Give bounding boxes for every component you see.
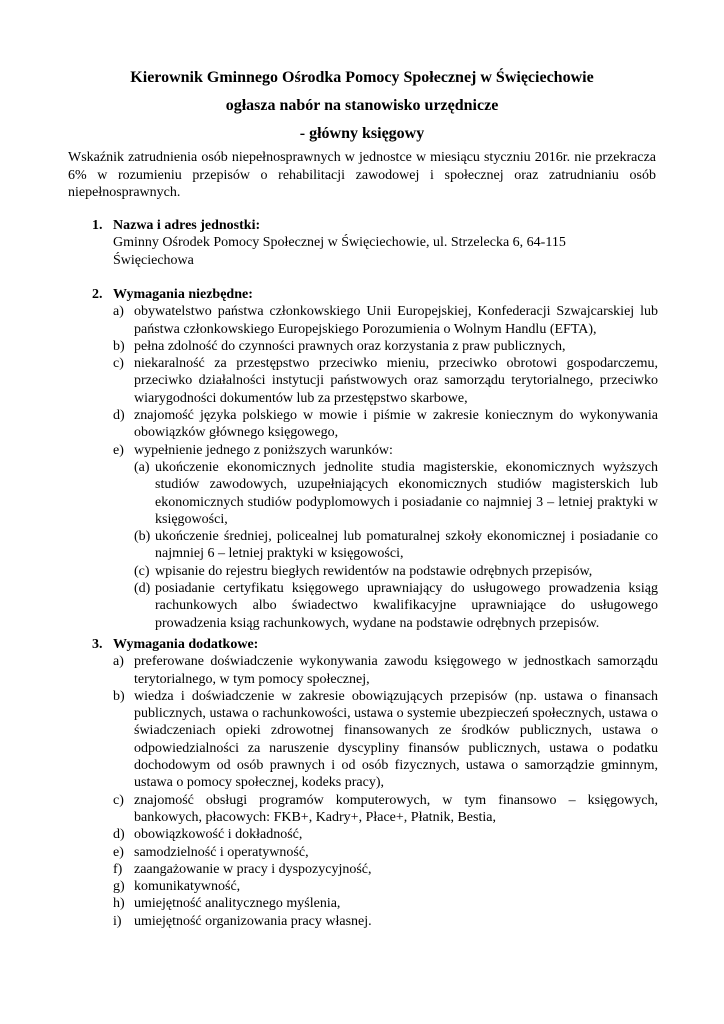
- section-2-heading: [92, 286, 658, 303]
- list-item-text: wiedza i doświadczenie w zakresie obowiązujących przepisów (np. ustawa o finansach publicznych, ustawa o rachunkowości, ustawa o systemie ubezpieczeń społecznych, ustawa o świadczeniach opieki zdrowotnej finansowanych ze środków publicznych, ustawa o odpowiedzialności za naruszenie dyscypliny finansów publicznych, ustawa o podatku dochodowym od osób prawnych i od osób fizycznych, ustawa o samorządzie gminnym, ustawa o pomocy społecznej, kodeks pracy),: [134, 688, 658, 791]
- address-line-1: Gminny Ośrodek Pomocy Społecznej w Święciechowie, ul. Strzelecka 6, 64-115: [113, 235, 566, 251]
- list-item: [113, 826, 658, 843]
- list-marker: b): [113, 338, 125, 354]
- list-item: [113, 861, 658, 878]
- sub-list-item-text: wpisanie do rejestru biegłych rewidentów na podstawie odrębnych przepisów,: [155, 563, 593, 579]
- list-item: [113, 442, 658, 632]
- sub-list-item-text: posiadanie certyfikatu księgowego uprawniający do usługowego prowadzenia ksiąg rachunkowych albo świadectwo kwalifikacyjne uprawniające do usługowego prowadzenia ksiąg rachunkowych, wydane na podstawie odrębnych przepisów.: [155, 581, 658, 631]
- sub-list-marker: (d): [134, 581, 151, 597]
- sub-list: [134, 459, 658, 632]
- intro-paragraph: Wskaźnik zatrudnienia osób niepełnosprawnych w jednostce w miesiącu styczniu 2016r. nie przekracza 6% w rozumieniu przepisów o rehabilitacji zawodowej i społecznej oraz zatrudnianiu osób niepełnosprawnych.: [68, 150, 656, 200]
- sub-list-item-text: ukończenie średniej, policealnej lub pomaturalnej szkoły ekonomicznej i posiadanie co najmniej 6 – letniej praktyki w księgowości,: [155, 529, 658, 562]
- section-1: [92, 217, 658, 269]
- list-marker: d): [113, 827, 125, 843]
- list-marker: i): [113, 913, 122, 929]
- address-line-2: Święciechowa: [113, 252, 194, 268]
- section-2: [92, 286, 658, 632]
- list-marker: c): [113, 792, 124, 808]
- section-3: [92, 636, 658, 930]
- list-marker: g): [113, 879, 125, 895]
- list-item: [113, 844, 658, 861]
- sub-list-item: [134, 459, 658, 528]
- list-marker: h): [113, 896, 125, 912]
- sub-list-item: [134, 580, 658, 632]
- list-marker: e): [113, 844, 124, 860]
- list-marker: a): [113, 654, 124, 670]
- header-line-3: - główny księgowy: [299, 125, 425, 142]
- section-1-address: [92, 234, 658, 269]
- list-marker: d): [113, 408, 125, 424]
- list-item: [113, 913, 658, 930]
- section-2-title: Wymagania niezbędne:: [113, 287, 253, 302]
- section-2-list: [92, 303, 658, 632]
- section-3-heading: [92, 636, 658, 653]
- list-item-text: umiejętność analitycznego myślenia,: [134, 896, 341, 912]
- list-item-text: wypełnienie jednego z poniższych warunków:: [134, 442, 393, 458]
- list-item-text: umiejętność organizowania pracy własnej.: [134, 913, 372, 929]
- list-item-text: zaangażowanie w pracy i dyspozycyjność,: [134, 861, 372, 877]
- list-item-text: znajomość obsługi programów komputerowych, w tym finansowo – księgowych, bankowych, płacowych: FKB+, Kadry+, Płace+, Płatnik, Bestia,: [134, 792, 658, 825]
- section-2-number: 2.: [92, 287, 103, 302]
- header-line-2: ogłasza nabór na stanowisko urzędnicze: [225, 97, 499, 114]
- list-item-text: samodzielność i operatywność,: [134, 844, 309, 860]
- list-item: [113, 407, 658, 442]
- list-item: [113, 338, 658, 355]
- list-marker: f): [113, 861, 123, 877]
- list-item-text: preferowane doświadczenie wykonywania zawodu księgowego w jednostkach samorządu terytorialnego, w tym pomocy społecznej,: [134, 654, 658, 687]
- section-1-heading: [92, 217, 658, 234]
- section-1-number: 1.: [92, 218, 103, 233]
- sub-list-item-text: ukończenie ekonomicznych jednolite studia magisterskie, ekonomicznych wyższych studiów zawodowych, uzupełniających ekonomicznych studiów magisterskich lub ekonomicznych studiów podyplomowych i posiadanie co najmniej 3 – letniej praktyki w księgowości,: [155, 459, 658, 527]
- list-item: [113, 878, 658, 895]
- list-marker: a): [113, 304, 124, 320]
- sub-list-item: [134, 528, 658, 563]
- list-item-text: obowiązkowość i dokładność,: [134, 827, 303, 843]
- sub-list-item: [134, 563, 658, 580]
- section-1-title: Nazwa i adres jednostki:: [113, 218, 261, 233]
- list-marker: e): [113, 442, 124, 458]
- list-item-text: znajomość języka polskiego w mowie i piśmie w zakresie koniecznym do wykonywania obowiązków głównego księgowego,: [134, 408, 658, 441]
- section-3-title: Wymagania dodatkowe:: [113, 637, 259, 652]
- list-item: [113, 355, 658, 407]
- list-item: [113, 653, 658, 688]
- sub-list-marker: (c): [134, 563, 150, 579]
- list-item-text: pełna zdolność do czynności prawnych oraz korzystania z praw publicznych,: [134, 338, 566, 354]
- sub-list-marker: (a): [134, 459, 150, 475]
- list-marker: c): [113, 356, 124, 372]
- list-item-text: obywatelstwo państwa członkowskiego Unii Europejskiej, Konfederacji Szwajcarskiej lub państwa członkowskiego Europejskiego Porozumienia o Wolnym Handlu (EFTA),: [134, 304, 658, 337]
- list-item: [113, 895, 658, 912]
- header-line-1: Kierownik Gminnego Ośrodka Pomocy Społecznej w Święciechowie: [130, 69, 594, 86]
- list-item: [113, 792, 658, 827]
- section-3-list: [92, 653, 658, 930]
- section-3-number: 3.: [92, 637, 103, 652]
- list-item-text: komunikatywność,: [134, 879, 241, 895]
- sub-list-marker: (b): [134, 529, 151, 545]
- list-item: [113, 688, 658, 792]
- list-item: [113, 303, 658, 338]
- list-marker: b): [113, 688, 125, 704]
- list-item-text: niekaralność za przestępstwo przeciwko mieniu, przeciwko obrotowi gospodarczemu, przeciwko działalności instytucji państwowych oraz samorządu terytorialnego, przeciwko wiarygodności dokumentów lub za przestępstwo skarbowe,: [134, 356, 658, 406]
